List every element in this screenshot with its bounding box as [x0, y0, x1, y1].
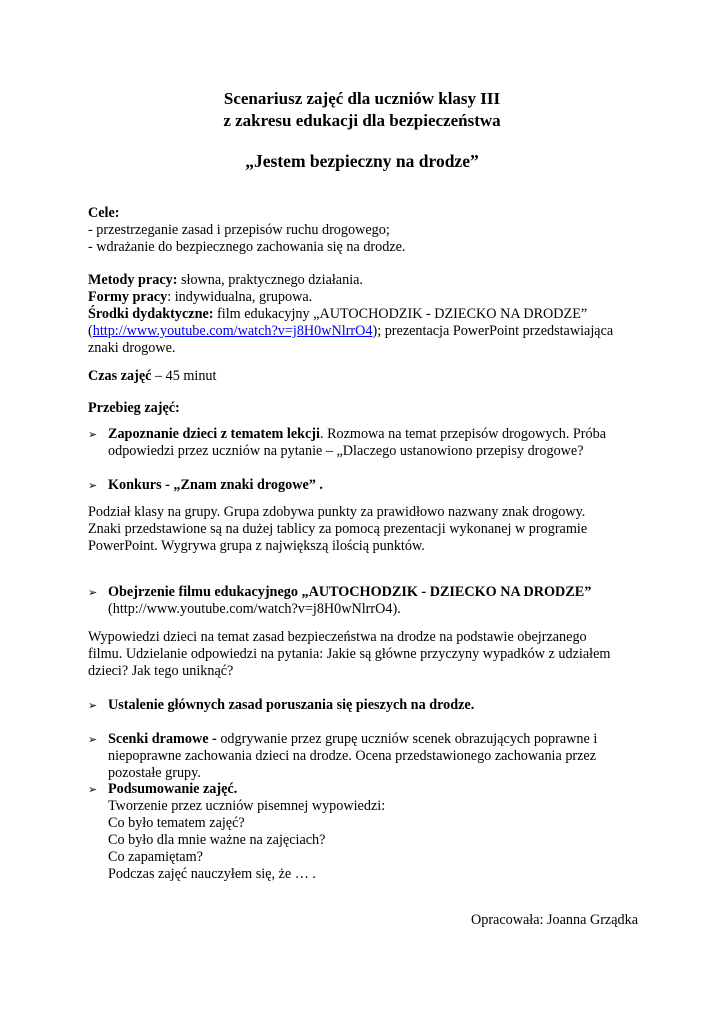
- time-line: [88, 368, 648, 385]
- step-1-text: . Rozmowa na temat przepisów drogowych. Próba: [319, 426, 607, 442]
- step-6-line: Co zapamiętam?: [108, 849, 203, 865]
- paragraph-line: dzieci? Jak tego uniknąć?: [88, 663, 234, 679]
- step-3-title: Obejrzenie filmu edukacyjnego „AUTOCHODZIK - DZIECKO NA DRODZE”: [108, 584, 592, 600]
- step-5-text: odgrywanie przez grupę uczniów scenek obrazujących poprawne i: [216, 731, 598, 747]
- forms-line: [88, 289, 648, 306]
- step-6-line: Tworzenie przez uczniów pisemnej wypowiedzi:: [108, 798, 386, 814]
- step-6-line: Podczas zajęć nauczyłem się, że … .: [108, 866, 316, 882]
- paragraph-line: filmu. Udzielanie odpowiedzi na pytania: Jakie są główne przyczyny wypadków z udziałem: [88, 646, 611, 662]
- step-3-line2: (http://www.youtube.com/watch?v=j8H0wNlrrO4).: [108, 601, 401, 617]
- paragraph-line: Znaki przedstawione są na dużej tablicy za pomocą prezentacji wykonanej w programie: [88, 521, 588, 537]
- bullet-arrow-icon: ➢: [88, 733, 98, 746]
- bullet-arrow-icon: ➢: [88, 586, 98, 599]
- paragraph-line: Podział klasy na grupy. Grupa zdobywa punkty za prawidłowo nazwany znak drogowy.: [88, 504, 586, 520]
- goal-item: - przestrzeganie zasad i przepisów ruchu drogowego;: [88, 222, 390, 238]
- step-5-line: pozostałe grupy.: [108, 765, 201, 781]
- methods-section: [88, 272, 648, 357]
- step-2: [88, 477, 648, 494]
- link-after: ); prezentacja PowerPoint przedstawiająca: [372, 323, 614, 339]
- goal-item: - wdrażanie do bezpiecznego zachowania się na drodze.: [88, 239, 406, 255]
- link-open: (: [88, 323, 93, 339]
- step-4: [88, 697, 648, 714]
- step-4-title: Ustalenie głównych zasad poruszania się pieszych na drodze.: [108, 697, 475, 713]
- paragraph-line: PowerPoint. Wygrywa grupa z największą ilością punktów.: [88, 538, 425, 554]
- step-2-title: Konkurs - „Znam znaki drogowe” .: [108, 477, 323, 493]
- time-value: – 45 minut: [151, 368, 217, 384]
- youtube-link[interactable]: http://www.youtube.com/watch?v=j8H0wNlrrO4: [92, 323, 373, 339]
- resources-line: [88, 306, 648, 323]
- step-5-title: Scenki dramowe -: [108, 731, 217, 747]
- methods-label: Metody pracy:: [88, 272, 178, 288]
- author-signature: Opracowała: Joanna Grządka: [470, 912, 638, 928]
- step-2-description: [88, 504, 648, 555]
- bullet-arrow-icon: ➢: [88, 479, 98, 492]
- step-3: [88, 584, 648, 618]
- step-1-title: Zapoznanie dzieci z tematem lekcji: [108, 426, 320, 442]
- step-5: [88, 731, 648, 782]
- document-title-line1: Scenariusz zajęć dla uczniów klasy III: [223, 89, 501, 108]
- methods-line: [88, 272, 648, 289]
- methods-value: słowna, praktycznego działania.: [177, 272, 363, 288]
- bullet-arrow-icon: ➢: [88, 783, 98, 796]
- resources-link-line: [88, 323, 648, 340]
- resources-label: Środki dydaktyczne:: [88, 306, 214, 322]
- course-label: Przebieg zajęć:: [88, 400, 180, 416]
- step-1: [88, 426, 648, 460]
- time-label: Czas zajęć: [88, 368, 152, 384]
- goals-label: Cele:: [88, 205, 120, 221]
- bullet-arrow-icon: ➢: [88, 699, 98, 712]
- paragraph-line: Wypowiedzi dzieci na temat zasad bezpieczeństwa na drodze na podstawie obejrzanego: [88, 629, 587, 645]
- goals-section: [88, 205, 648, 256]
- forms-value: : indywidualna, grupowa.: [167, 289, 313, 305]
- step-5-line: niepoprawne zachowania dzieci na drodze. Ocena przedstawionego zachowania przez: [108, 748, 597, 764]
- resources-value: film edukacyjny „AUTOCHODZIK - DZIECKO NA DRODZE”: [213, 306, 588, 322]
- step-3-description: [88, 629, 648, 680]
- document-title-line2: z zakresu edukacji dla bezpieczeństwa: [223, 111, 501, 130]
- step-6-line: Co było dla mnie ważne na zajęciach?: [108, 832, 326, 848]
- step-6-line: Co było tematem zajęć?: [108, 815, 245, 831]
- forms-label: Formy pracy: [88, 289, 168, 305]
- lesson-title: „Jestem bezpieczny na drodze”: [245, 151, 479, 171]
- resources-line2: znaki drogowe.: [88, 340, 176, 356]
- bullet-arrow-icon: ➢: [88, 428, 98, 441]
- step-6-title: Podsumowanie zajęć.: [108, 781, 238, 797]
- step-6: [88, 781, 648, 883]
- step-1-line2: odpowiedzi przez uczniów na pytanie – „Dlaczego ustanowiono przepisy drogowe?: [108, 443, 584, 459]
